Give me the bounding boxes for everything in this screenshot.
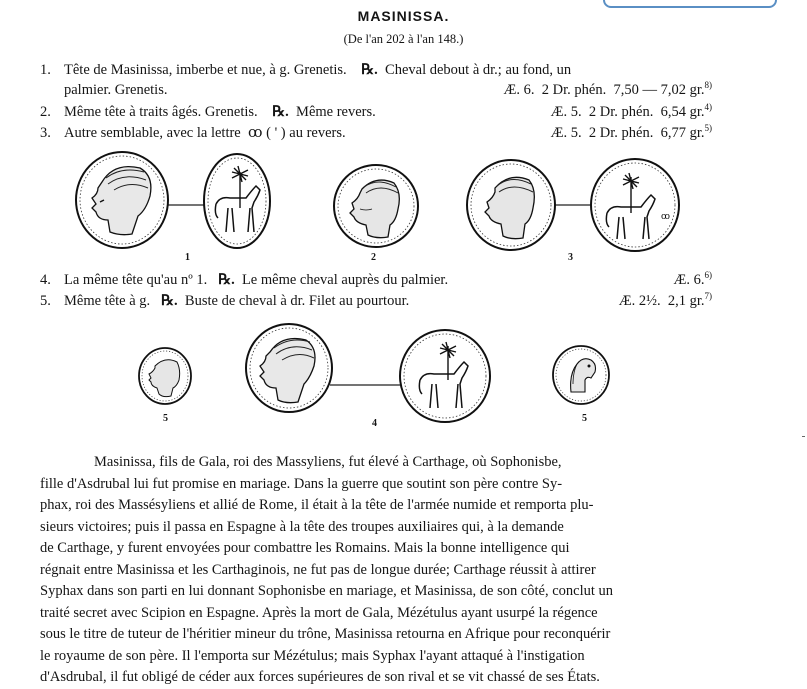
entry-metrology: Æ. 6. 2 Dr. phén. 7,50 — 7,02 gr.$^{8)}$ bbox=[503, 80, 712, 98]
body-line: le royaume de son père. Il l'emporta sur Mézétulus; mais Syphax l'ayant attaqué à l'instigation bbox=[40, 647, 585, 664]
body-line: sieurs victoires; puis il passa en Espagne à la tête des troupes auxiliaires qui, à la demande bbox=[40, 518, 564, 535]
body-line: fille d'Asdrubal lui fut promise en mariage. Dans la guerre que soutint son père contre Sy- bbox=[40, 475, 563, 492]
entry-metrology: Æ. 5. 2 Dr. phén. 6,77 gr.$^{5)}$ bbox=[550, 123, 712, 141]
entry-obverse: Autre semblable, avec la lettre ꝏ ( ' ) au revers. bbox=[64, 125, 346, 141]
catalog-entry-4 bbox=[40, 272, 712, 292]
plate-label-1: 1 bbox=[185, 252, 190, 263]
body-line: phax, roi des Massésyliens et allié de Rome, il était à la tête de l'armée numide et remporta plu- bbox=[40, 497, 594, 513]
body-line: de Carthage, y furent envoyées pour combattre les Romains. Mais la bonne intelligence qui bbox=[40, 540, 570, 556]
entry-obverse: Même tête à g. ℞. Buste de cheval à dr. Filet au pourtour. bbox=[64, 293, 410, 309]
entry-number: 3. bbox=[40, 125, 51, 141]
plate-label-2: 2 bbox=[371, 252, 376, 263]
coin-1-reverse bbox=[202, 152, 272, 250]
entry-obverse: Même tête à traits âgés. Grenetis. ℞. Même revers. bbox=[64, 104, 376, 120]
coin-5-obverse bbox=[137, 346, 193, 406]
catalog-entry-5 bbox=[40, 293, 712, 313]
entry-obverse: Tête de Masinissa, imberbe et nue, à g. Grenetis. ℞. Cheval debout à dr.; au fond, un bbox=[64, 62, 572, 78]
body-line: sous le titre de tuteur de l'héritier mineur du trône, Masinissa retourna en Afrique pour reconquérir bbox=[40, 626, 611, 642]
entry-number: 2. bbox=[40, 104, 51, 120]
plate-label-5b: 5 bbox=[582, 413, 587, 424]
body-line: traité secret avec Scipion en Espagne. Après la mort de Gala, Mézétulus ayant usurpé la régence bbox=[40, 604, 598, 621]
coin-3-reverse bbox=[589, 157, 681, 253]
entry-reverse-cont: palmier. Grenetis. bbox=[64, 82, 168, 98]
entry-metrology: Æ. 2½. 2,1 gr.$^{7)}$ bbox=[618, 291, 712, 309]
entry-metrology: Æ. 6.$^{6)}$ bbox=[673, 270, 712, 288]
plate-label-4: 4 bbox=[372, 418, 377, 429]
coin-4-reverse bbox=[398, 328, 492, 424]
entry-number: 5. bbox=[40, 293, 51, 309]
body-paragraph bbox=[40, 452, 712, 689]
body-line: d'Asdrubal, il fut obligé de céder aux forces supérieures de son rival et se vit chassé de ses États. bbox=[40, 669, 600, 685]
plate-label-3: 3 bbox=[568, 252, 573, 263]
page-title: MASINISSA. bbox=[357, 8, 450, 24]
coin-2-obverse bbox=[332, 163, 420, 249]
punic-letter: ꝏ bbox=[247, 125, 263, 141]
coin-4-obverse bbox=[244, 322, 334, 414]
body-line: Syphax dans son parti en lui donnant Sophonisbe en mariage, et Masinissa, de son côté, conclut un bbox=[40, 583, 614, 599]
coin-1-obverse bbox=[74, 150, 170, 250]
body-line: Masinissa, fils de Gala, roi des Massyliens, fut élevé à Carthage, où Sophonisbe, bbox=[94, 454, 562, 470]
entry-metrology: Æ. 5. 2 Dr. phén. 6,54 gr.$^{4)}$ bbox=[550, 102, 712, 120]
entry-number: 1. bbox=[40, 62, 51, 78]
coin-5-reverse bbox=[551, 344, 611, 406]
scan-edge-mark bbox=[802, 436, 805, 437]
entry-obverse: La même tête qu'au nº 1. ℞. Le même cheval auprès du palmier. bbox=[64, 272, 449, 288]
body-line: régnait entre Masinissa et les Carthaginois, ne fut pas de longue durée; Carthage réussit à attirer bbox=[40, 561, 596, 578]
plate-label-5a: 5 bbox=[163, 413, 168, 424]
page-subtitle: (De l'an 202 à l'an 148.) bbox=[343, 32, 464, 46]
coin-3-obverse bbox=[465, 158, 557, 252]
monogram-mark: ꝏ bbox=[661, 212, 670, 222]
entry-number: 4. bbox=[40, 272, 51, 288]
